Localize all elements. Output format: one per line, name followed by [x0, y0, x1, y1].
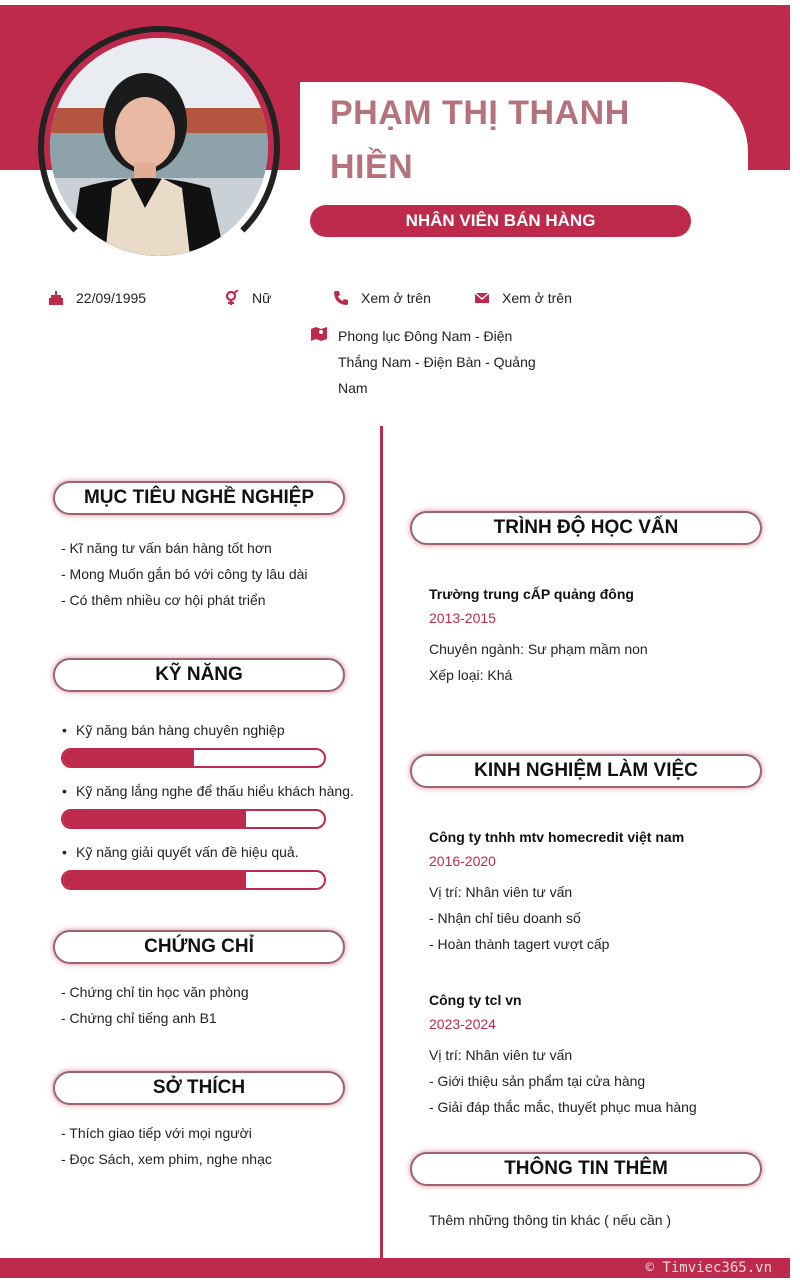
job-line: - Giải đáp thắc mắc, thuyết phục mua hàng	[429, 1099, 697, 1115]
skill-bar	[61, 748, 326, 768]
certificate-line: - Chứng chỉ tiếng anh B1	[61, 1010, 217, 1026]
job-details	[429, 1042, 697, 1120]
skill-bar	[61, 809, 326, 829]
contact-email	[474, 290, 572, 306]
profile-photo	[50, 38, 268, 256]
address-value: Phong lục Đông Nam - Điện Thắng Nam - Điện Bàn - Quảng Nam	[338, 328, 536, 396]
skill-bar-fill	[63, 811, 246, 827]
hobby-line: - Thích giao tiếp với mọi người	[61, 1125, 252, 1141]
job-period: 2023-2024	[429, 1016, 496, 1032]
objective-list	[61, 535, 308, 613]
hobby-line: - Đọc Sách, xem phim, nghe nhạc	[61, 1151, 272, 1167]
job-period: 2016-2020	[429, 853, 496, 869]
skill-bar	[61, 870, 326, 890]
email-value: Xem ở trên	[502, 290, 572, 306]
contact-gender	[224, 290, 271, 306]
column-divider	[380, 426, 383, 1258]
extra-info-heading: THÔNG TIN THÊM	[410, 1152, 762, 1186]
map-pin-icon	[310, 326, 328, 342]
certificates-list	[61, 979, 249, 1031]
education-heading: TRÌNH ĐỘ HỌC VẤN	[410, 511, 762, 545]
education-period: 2013-2015	[429, 610, 496, 626]
experience-heading: KINH NGHIỆM LÀM VIỆC	[410, 754, 762, 788]
skill-label: • Kỹ năng bán hàng chuyên nghiệp	[62, 722, 285, 738]
job-line: - Hoàn thành tagert vượt cấp	[429, 936, 610, 952]
education-line: Xếp loại: Khá	[429, 667, 513, 683]
certificates-heading: CHỨNG CHỈ	[53, 930, 345, 964]
objective-line: - Mong Muốn gắn bó với công ty lâu dài	[61, 566, 308, 582]
job-line: - Nhận chỉ tiêu doanh số	[429, 910, 581, 926]
footer-watermark: © Timviec365.vn	[645, 1260, 772, 1276]
footer-band	[0, 1258, 790, 1278]
objective-line: - Có thêm nhiều cơ hội phát triển	[61, 592, 266, 608]
name-line-2: HIỀN	[330, 148, 414, 186]
job-line: Vị trí: Nhân viên tư vấn	[429, 1047, 573, 1063]
education-details	[429, 636, 648, 688]
mail-icon	[474, 290, 490, 306]
certificate-line: - Chứng chỉ tin học văn phòng	[61, 984, 249, 1000]
phone-value: Xem ở trên	[361, 290, 431, 306]
cake-icon	[48, 290, 64, 306]
objective-heading: MỤC TIÊU NGHỀ NGHIỆP	[53, 481, 345, 515]
skill-bar-fill	[63, 750, 194, 766]
contact-birthday	[48, 290, 146, 306]
extra-info-text: Thêm những thông tin khác ( nếu cần )	[429, 1212, 672, 1228]
position-title: NHÂN VIÊN BÁN HÀNG	[310, 205, 691, 237]
skill-label: • Kỹ năng lắng nghe để thấu hiểu khách hàng.	[62, 783, 354, 799]
job-details	[429, 879, 609, 957]
objective-line: - Kĩ năng tư vấn bán hàng tốt hơn	[61, 540, 272, 556]
birthday-value: 22/09/1995	[76, 290, 147, 306]
education-line: Chuyên ngành: Sư phạm mầm non	[429, 641, 648, 657]
phone-icon	[333, 290, 349, 306]
education-school: Trường trung cẤP quảng đông	[429, 586, 634, 602]
hobbies-heading: SỞ THÍCH	[53, 1071, 345, 1105]
skill-label: • Kỹ năng giải quyết vấn đề hiệu quả.	[62, 844, 299, 860]
job-line: Vị trí: Nhân viên tư vấn	[429, 884, 573, 900]
skills-heading: KỸ NĂNG	[53, 658, 345, 692]
candidate-name	[330, 86, 690, 194]
gender-icon	[224, 290, 240, 306]
hobbies-list	[61, 1120, 272, 1172]
gender-value: Nữ	[252, 290, 272, 306]
job-company: Công ty tcl vn	[429, 992, 522, 1008]
job-company: Công ty tnhh mtv homecredit việt nam	[429, 829, 685, 845]
name-line-1: PHẠM THỊ THANH	[330, 94, 630, 132]
job-line: - Giới thiệu sản phẩm tại cửa hàng	[429, 1073, 646, 1089]
skill-bar-fill	[63, 872, 246, 888]
contact-phone	[333, 290, 431, 306]
